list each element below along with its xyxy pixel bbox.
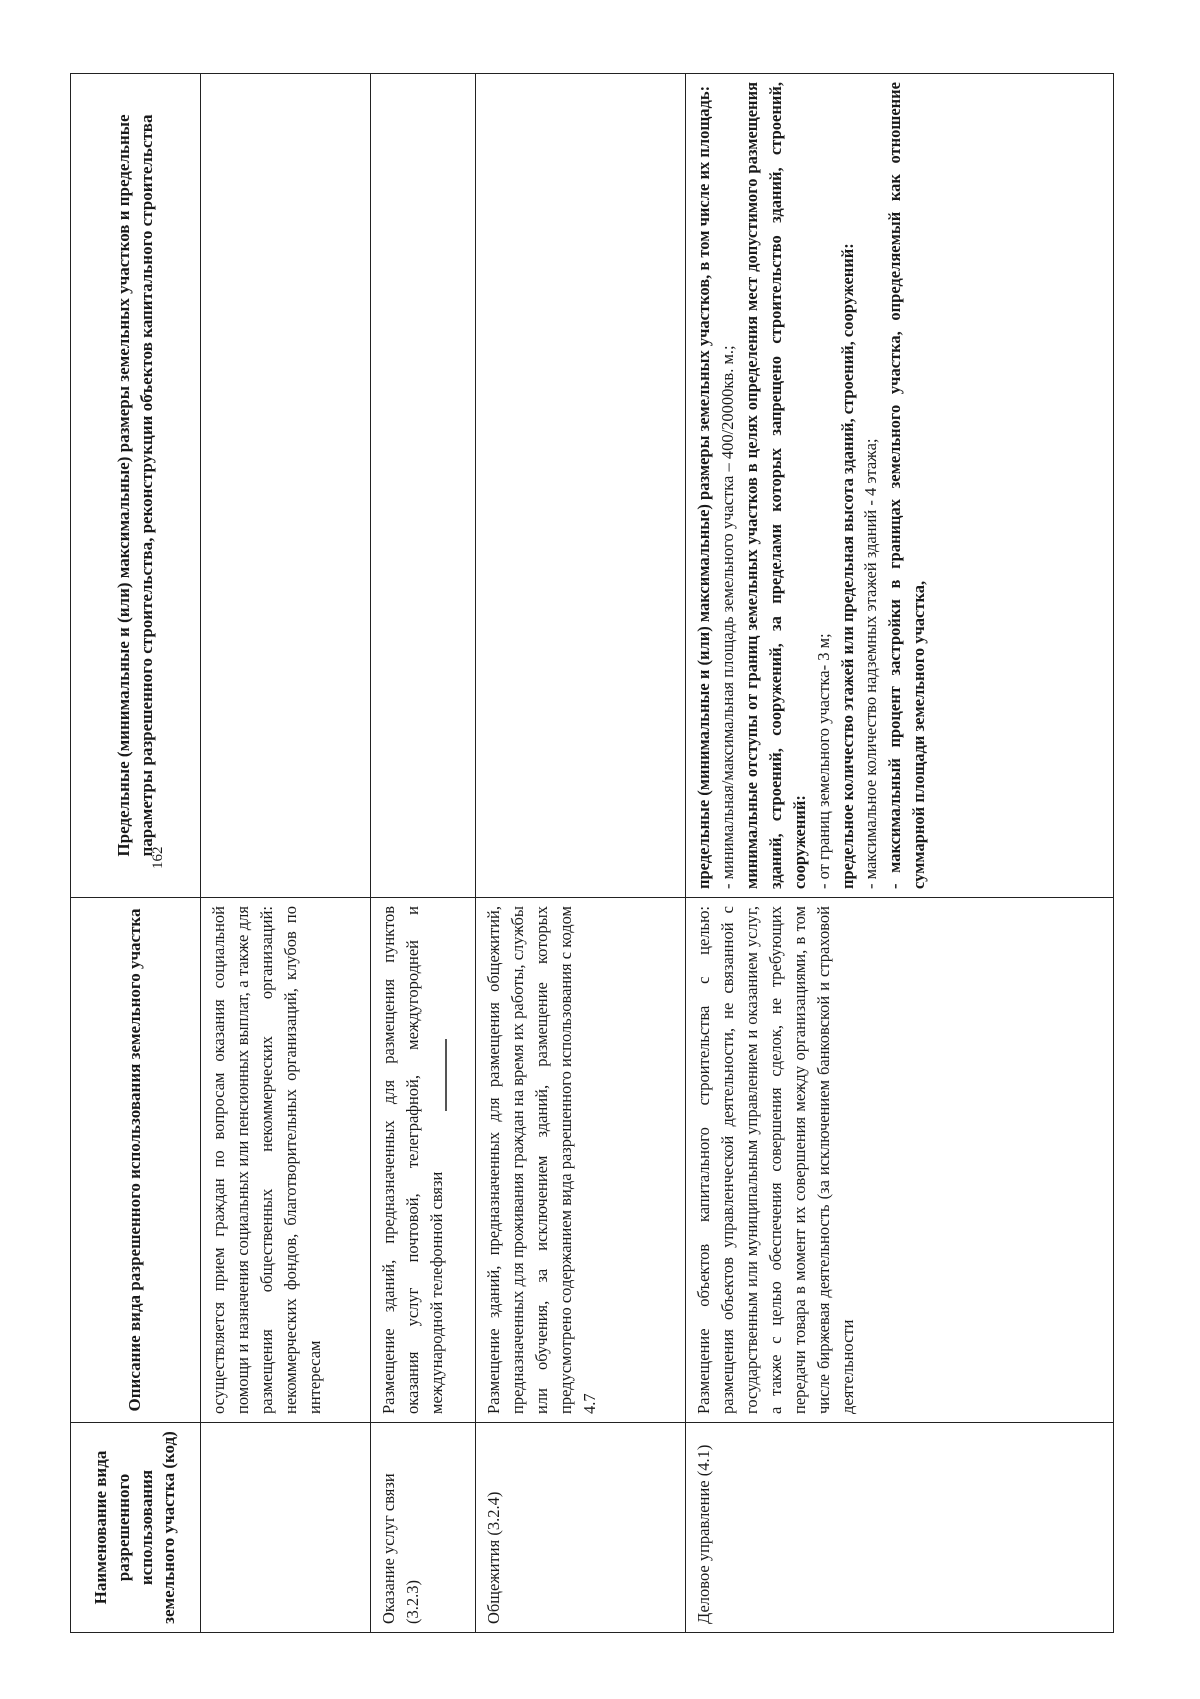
row-description: Размещение объектов капитального строительства с целью: размещения объектов управленческой деятельности, не связанной с государственным или муниципальным управлением и оказанием услуг, а также с целью обеспечения совершения сделок, не требующих передачи товара в момент их совершения между организациями, в том числе биржевая деятельность (за исключением банковской и страховой деятельности xyxy=(686,898,1114,1423)
row-parameters xyxy=(686,74,1114,898)
row-description: Размещение зданий, предназначенных для размещения общежитий, предназначенных для проживания граждан на время их работы, службы или обучения, за исключением зданий, размещение которых предусмотрено содержанием вида разрешенного использования с кодом 4.7 xyxy=(476,898,686,1423)
param-line: - минимальная/максимальная площадь земельного участка – 400/20000кв. м.; xyxy=(717,345,737,889)
table-row xyxy=(686,74,1114,1633)
row-name: Общежития (3.2.4) xyxy=(476,1423,686,1633)
table-header-row xyxy=(71,74,201,1633)
param-line: - максимальное количество надземных этажей зданий - 4 этажа; xyxy=(861,438,881,889)
param-line: - максимальный процент застройки в границах земельного участка, определяемый как отношение суммарной площади земельного участка, xyxy=(885,82,929,889)
row-parameters xyxy=(201,74,371,898)
param-line: предельное количество этажей или предельная высота зданий, строений, сооружений: xyxy=(837,243,857,889)
param-line: предельные (минимальные и (или) максимальные) размеры земельных участков, в том числе их площадь: xyxy=(694,85,713,889)
header-parameters: Предельные (минимальные и (или) максимальные) размеры земельных участков и предельные параметры разрешенного строительства, реконструкции объектов капитального строительства xyxy=(71,74,201,898)
table-row xyxy=(476,74,686,1633)
row-parameters xyxy=(476,74,686,898)
header-name: Наименование вида разрешенного использования земельного участка (код) xyxy=(71,1423,201,1633)
param-line: - от границ земельного участка- 3 м; xyxy=(813,633,833,889)
row-parameters xyxy=(371,74,476,898)
page-number: 162 xyxy=(150,846,166,869)
row-name xyxy=(201,1423,371,1633)
row-name: Деловое управление (4.1) xyxy=(686,1423,1114,1633)
regulation-table xyxy=(70,73,1114,1633)
row-description: осуществляется прием граждан по вопросам оказания социальной помощи и назначения социальных или пенсионных выплат, а также для размещения общественных некоммерческих организаций: некоммерческих фондов, благотворительных организаций, клубов по интересам xyxy=(201,898,371,1423)
row-description: Размещение зданий, предназначенных для размещения пунктов оказания услуг почтовой, телеграфной, междугородней и международной телефонной связи xyxy=(371,898,476,1423)
table-row xyxy=(371,74,476,1633)
param-line: минимальные отступы от границ земельных участков в целях определения мест допустимого размещения зданий, строений, сооружений, за пределами которых запрещено строительство зданий, строений, сооружений: xyxy=(741,82,809,889)
table-row xyxy=(201,74,371,1633)
row-name: Оказание услуг связи (3.2.3) xyxy=(371,1423,476,1633)
header-description: Описание вида разрешенного использования земельного участка xyxy=(71,898,201,1423)
